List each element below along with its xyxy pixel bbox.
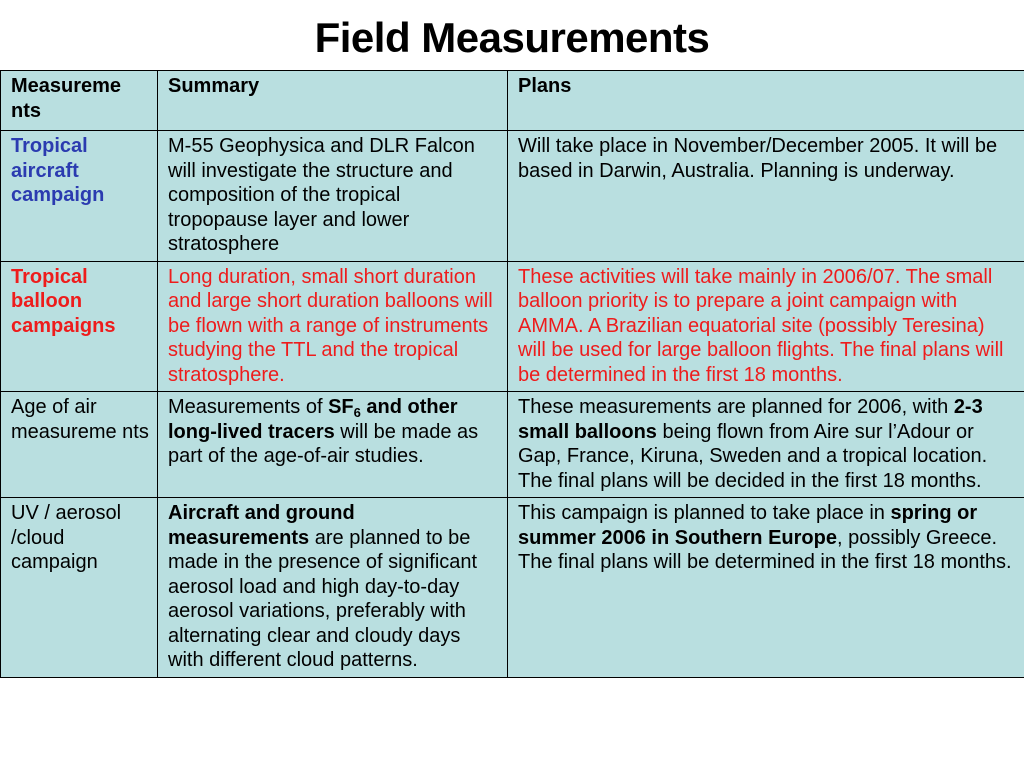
- summary-cell: M-55 Geophysica and DLR Falcon will investigate the structure and composition of the tropical tropopause layer and lower stratosphere: [158, 131, 508, 262]
- summary-text: Measurements of: [168, 396, 329, 418]
- field-measurements-table: [0, 70, 1024, 678]
- summary-text-end: will be made as part of the age-of-air studies.: [168, 420, 479, 467]
- plans-cell: These activities will take mainly in 2006/07. The small balloon priority is to prepare a joint campaign with AMMA. A Brazilian equatorial site (possibly Teresina) will be used for large balloon flights. The final plans will be determined in the first 18 months.: [508, 261, 1024, 392]
- table-row: [1, 498, 1024, 678]
- sf6-formula: SF: [328, 396, 354, 418]
- summary-cell: Long duration, small short duration and large short duration balloons will be flown with a range of instruments studying the TTL and the tropical stratosphere.: [158, 261, 508, 392]
- summary-bold-continuation: and other long-lived tracers: [168, 396, 458, 443]
- plans-cell: [508, 498, 1024, 678]
- plans-bold-text: 2-3 small balloons: [518, 396, 983, 443]
- table-row: [1, 261, 1024, 392]
- table-row: [1, 131, 1024, 262]
- summary-cell: [158, 392, 508, 498]
- measurement-cell: Tropical aircraft campaign: [1, 131, 158, 262]
- plans-text: These measurements are planned for 2006, with: [518, 396, 954, 418]
- table-container: [0, 70, 1024, 768]
- plans-text-end: , possibly Greece. The final plans will be determined in the first 18 months.: [518, 526, 1012, 573]
- plans-text: This campaign is planned to take place in: [518, 502, 891, 524]
- plans-text-end: being flown from Aire sur l’Adour or Gap, France, Kiruna, Sweden and a tropical location. The final plans will be decided in the first 18 months.: [518, 420, 988, 492]
- plans-bold-text: spring or summer 2006 in Southern Europe: [518, 502, 978, 549]
- sf6-subscript: 6: [353, 405, 361, 420]
- table-row: [1, 392, 1024, 498]
- header-measurements: Measureme nts: [1, 71, 158, 131]
- summary-text-end: are planned to be made in the presence of significant aerosol load and high day-to-day aerosol variations, preferably with alternating clear and cloudy days with different cloud patterns.: [168, 526, 478, 671]
- summary-cell: [158, 498, 508, 678]
- summary-bold-text: Aircraft and ground measurements: [168, 502, 355, 549]
- header-plans: Plans: [508, 71, 1024, 131]
- slide-title: Field Measurements: [314, 14, 710, 61]
- plans-cell: Will take place in November/December 2005. It will be based in Darwin, Australia. Planning is underway.: [508, 131, 1024, 262]
- measurement-cell: Age of air measureme nts: [1, 392, 158, 498]
- measurement-cell: UV / aerosol /cloud campaign: [1, 498, 158, 678]
- table-header-row: [1, 71, 1024, 131]
- measurement-cell: Tropical balloon campaigns: [1, 261, 158, 392]
- plans-cell: [508, 392, 1024, 498]
- header-summary: Summary: [158, 71, 508, 131]
